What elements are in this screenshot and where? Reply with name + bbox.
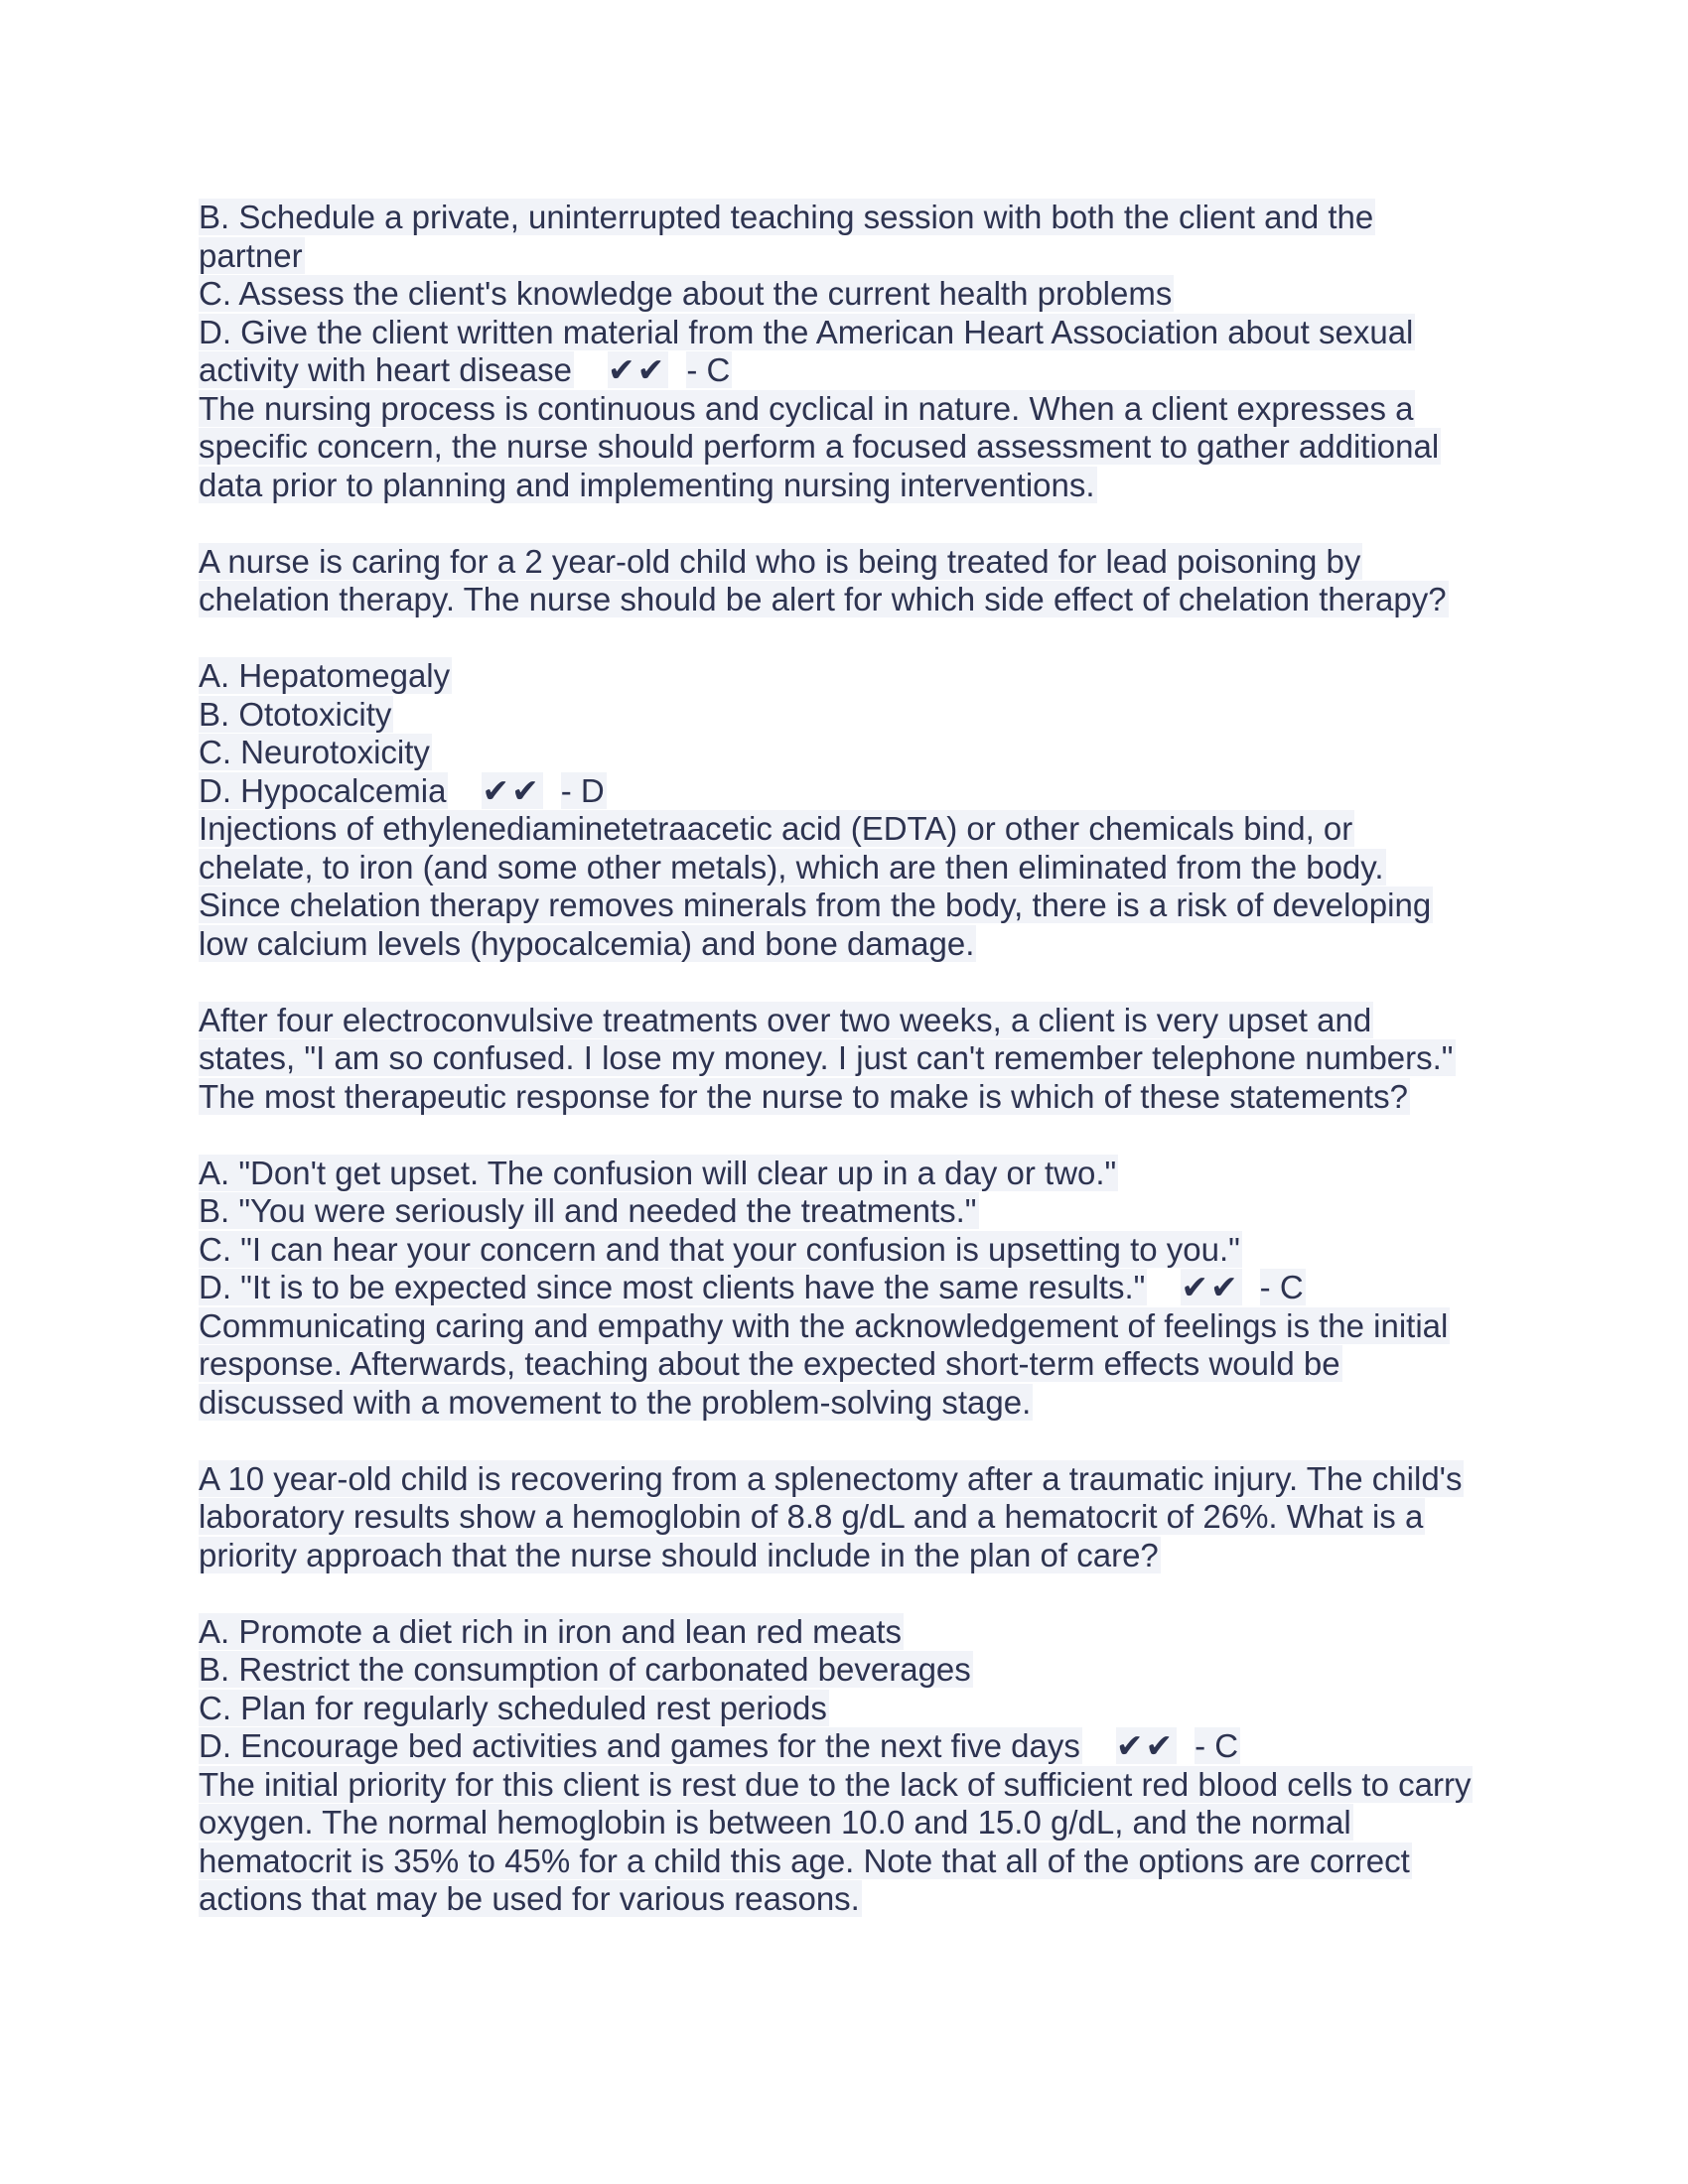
spacer: [199, 1116, 1509, 1155]
spacer: [199, 1574, 1509, 1613]
rationale-line: response. Afterwards, teaching about the expected short-term effects would be: [199, 1345, 1340, 1382]
rationale-line: The initial priority for this client is rest due to the lack of sufficient red blood cells to carry: [199, 1765, 1472, 1803]
option-c: C. "I can hear your concern and that your confusion is upsetting to you.": [199, 1230, 1240, 1268]
option-d-line-2: activity with heart disease ✔✔ - C: [199, 351, 731, 388]
question-line: laboratory results show a hemoglobin of 8.8 g/dL and a hematocrit of 26%. What is a: [199, 1498, 1424, 1535]
checkmark-icon: ✔✔: [608, 351, 667, 388]
rationale-line: specific concern, the nurse should perform a focused assessment to gather additional: [199, 428, 1440, 465]
question-block-2: [199, 543, 1509, 964]
document-page: [199, 199, 1509, 1919]
question-line: The most therapeutic response for the nurse to make is which of these statements?: [199, 1077, 1408, 1115]
spacer: [199, 504, 1509, 543]
option-b-line-2: partner: [199, 236, 303, 274]
spacer: [199, 963, 1509, 1002]
question-line: priority approach that the nurse should include in the plan of care?: [199, 1536, 1159, 1573]
answer-label: - C: [686, 351, 731, 388]
question-block-3: [199, 1002, 1509, 1423]
rationale-line: Communicating caring and empathy with the acknowledgement of feelings is the initial: [199, 1306, 1449, 1344]
checkmark-icon: ✔✔: [482, 771, 541, 809]
question-line: After four electroconvulsive treatments over two weeks, a client is very upset and: [199, 1001, 1372, 1038]
question-line: A 10 year-old child is recovering from a splenectomy after a traumatic injury. The child's: [199, 1459, 1463, 1497]
spacer: [199, 619, 1509, 658]
option-b: B. Ototoxicity: [199, 695, 392, 733]
option-d: D. Encourage bed activities and games for the next five days ✔✔ - C: [199, 1727, 1239, 1764]
rationale-line: actions that may be used for various reasons.: [199, 1880, 860, 1917]
option-d-line-1: D. Give the client written material from the American Heart Association about sexual: [199, 313, 1414, 350]
spacer: [199, 1422, 1509, 1460]
answer-label: - C: [1259, 1269, 1304, 1305]
answer-label: - C: [1195, 1727, 1239, 1764]
rationale-line: Injections of ethylenediaminetetraacetic acid (EDTA) or other chemicals bind, or: [199, 810, 1353, 847]
rationale-line: Since chelation therapy removes minerals from the body, there is a risk of developing: [199, 887, 1432, 923]
option-c: C. Plan for regularly scheduled rest periods: [199, 1689, 827, 1726]
option-d: D. Hypocalcemia ✔✔ - D: [199, 771, 605, 809]
question-block-1: [199, 199, 1509, 504]
question-line: chelation therapy. The nurse should be alert for which side effect of chelation therapy?: [199, 581, 1447, 617]
option-a: A. Hepatomegaly: [199, 657, 451, 694]
option-b: B. "You were seriously ill and needed the treatments.": [199, 1192, 977, 1229]
option-d: D. "It is to be expected since most clients have the same results." ✔✔ - C: [199, 1269, 1304, 1305]
option-a: A. "Don't get upset. The confusion will clear up in a day or two.": [199, 1154, 1117, 1191]
option-c: C. Assess the client's knowledge about the current health problems: [199, 275, 1173, 312]
rationale-line: data prior to planning and implementing nursing interventions.: [199, 466, 1095, 503]
question-line: states, "I am so confused. I lose my money. I just can't remember telephone numbers.": [199, 1039, 1454, 1076]
question-line: A nurse is caring for a 2 year-old child who is being treated for lead poisoning by: [199, 542, 1361, 580]
rationale-line: low calcium levels (hypocalcemia) and bone damage.: [199, 924, 975, 962]
option-b-line-1: B. Schedule a private, uninterrupted teaching session with both the client and the: [199, 199, 1374, 235]
answer-label: - D: [560, 771, 605, 809]
rationale-line: The nursing process is continuous and cyclical in nature. When a client expresses a: [199, 389, 1414, 427]
question-block-4: [199, 1460, 1509, 1919]
rationale-line: discussed with a movement to the problem-solving stage.: [199, 1383, 1032, 1421]
rationale-line: hematocrit is 35% to 45% for a child this age. Note that all of the options are correct: [199, 1842, 1410, 1879]
rationale-line: oxygen. The normal hemoglobin is between 10.0 and 15.0 g/dL, and the normal: [199, 1804, 1351, 1841]
rationale-line: chelate, to iron (and some other metals), which are then eliminated from the body.: [199, 848, 1384, 886]
option-a: A. Promote a diet rich in iron and lean red meats: [199, 1612, 903, 1650]
option-b: B. Restrict the consumption of carbonated beverages: [199, 1651, 971, 1688]
option-c: C. Neurotoxicity: [199, 734, 430, 770]
checkmark-icon: ✔✔: [1115, 1727, 1176, 1764]
checkmark-icon: ✔✔: [1181, 1269, 1240, 1305]
